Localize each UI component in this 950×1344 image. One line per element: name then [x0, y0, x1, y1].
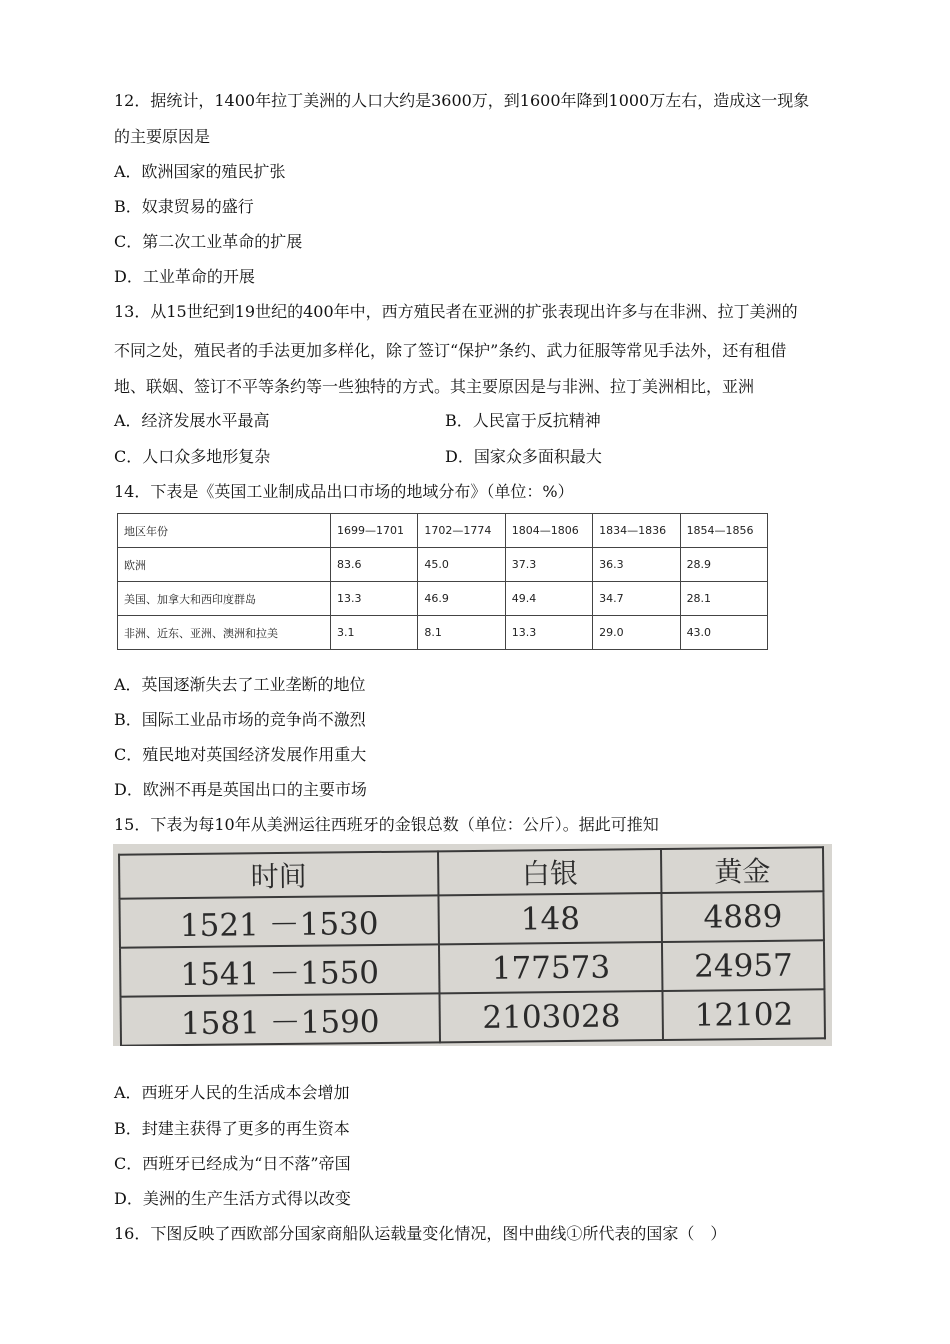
table-row [118, 616, 768, 650]
table-cell: 148 [438, 893, 662, 944]
q12-option-d: D．工业革命的开展 [114, 267, 255, 286]
table-cell: 2103028 [439, 991, 663, 1042]
q13-stem-line2: 不同之处，殖民者的手法更加多样化，除了签订“保护”条约、武力征服等常见手法外，还有租借 [114, 341, 787, 360]
q15-option-b: B．封建主获得了更多的再生资本 [114, 1119, 350, 1138]
q15-option-d: D．美洲的生产生活方式得以改变 [114, 1189, 351, 1208]
q12-stem-line2: 的主要原因是 [114, 127, 211, 146]
table-header-cell: 1699—1701 [331, 514, 418, 548]
table-cell: 8.1 [418, 616, 505, 650]
table-cell: 37.3 [505, 548, 592, 582]
table-cell: 43.0 [680, 616, 767, 650]
q12-stem-line1: 12．据统计，1400年拉丁美洲的人口大约是3600万，到1600年降到1000万左右，造成这一现象 [114, 91, 810, 110]
table-cell: 13.3 [505, 616, 592, 650]
table-cell: 1521 －1530 [119, 895, 438, 947]
table-header-cell: 1834—1836 [593, 514, 680, 548]
table-cell: 36.3 [593, 548, 680, 582]
q14-option-d: D．欧洲不再是英国出口的主要市场 [114, 780, 367, 799]
table-header-cell: 1854—1856 [680, 514, 767, 548]
table-cell: 1581 －1590 [121, 993, 440, 1045]
table-header-cell: 地区年份 [118, 514, 331, 548]
q14-stem: 14．下表是《英国工业制成品出口市场的地域分布》（单位：%） [114, 482, 574, 501]
table-cell: 28.1 [680, 582, 767, 616]
table-cell: 美国、加拿大和西印度群岛 [118, 582, 331, 616]
table-cell: 46.9 [418, 582, 505, 616]
table-header-row [119, 847, 823, 898]
table-cell: 欧洲 [118, 548, 331, 582]
q15-table-photo [113, 844, 832, 1046]
q15-option-a: A．西班牙人民的生活成本会增加 [114, 1083, 350, 1102]
table-row [121, 989, 825, 1045]
table-header-cell: 时间 [119, 851, 438, 898]
table-cell: 24957 [662, 940, 824, 991]
table-cell: 45.0 [418, 548, 505, 582]
table-row [119, 891, 823, 947]
table-cell: 3.1 [331, 616, 418, 650]
q13-stem-line3: 地、联姻、签订不平等条约等一些独特的方式。其主要原因是与非洲、拉丁美洲相比，亚洲 [114, 377, 755, 396]
q14-export-table [117, 513, 768, 650]
q12-option-c: C．第二次工业革命的扩展 [114, 232, 303, 251]
q13-option-d: D．国家众多面积最大 [445, 447, 602, 466]
q14-option-c: C．殖民地对英国经济发展作用重大 [114, 745, 367, 764]
table-row [120, 940, 824, 996]
table-cell: 83.6 [331, 548, 418, 582]
table-row [118, 582, 768, 616]
table-cell: 1541 －1550 [120, 944, 439, 996]
q15-gold-silver-table [118, 846, 826, 1046]
table-cell: 28.9 [680, 548, 767, 582]
q13-option-b: B．人民富于反抗精神 [445, 411, 601, 430]
q13-option-a: A．经济发展水平最高 [114, 411, 270, 430]
table-cell: 29.0 [593, 616, 680, 650]
table-cell: 非洲、近东、亚洲、澳洲和拉美 [118, 616, 331, 650]
q15-option-c: C．西班牙已经成为“日不落”帝国 [114, 1154, 351, 1173]
q14-option-a: A．英国逐渐失去了工业垄断的地位 [114, 675, 366, 694]
table-row [118, 548, 768, 582]
table-header-cell: 1702—1774 [418, 514, 505, 548]
table-cell: 12102 [663, 989, 825, 1040]
table-cell: 177573 [439, 942, 663, 993]
q15-stem: 15．下表为每10年从美洲运往西班牙的金银总数（单位：公斤）。据此可推知 [114, 815, 659, 834]
table-header-cell: 白银 [438, 849, 662, 895]
q12-option-a: A．欧洲国家的殖民扩张 [114, 162, 286, 181]
table-cell: 49.4 [505, 582, 592, 616]
q14-option-b: B．国际工业品市场的竞争尚不激烈 [114, 710, 366, 729]
table-cell: 13.3 [331, 582, 418, 616]
q12-option-b: B．奴隶贸易的盛行 [114, 197, 254, 216]
q16-stem: 16．下图反映了西欧部分国家商船队运载量变化情况，图中曲线①所代表的国家（ ） [114, 1224, 727, 1243]
q13-option-c: C．人口众多地形复杂 [114, 447, 271, 466]
table-header-row [118, 514, 768, 548]
q13-stem-line1: 13．从15世纪到19世纪的400年中，西方殖民者在亚洲的扩张表现出许多与在非洲、拉丁美洲的 [114, 302, 798, 321]
table-header-cell: 黄金 [661, 847, 823, 893]
table-header-cell: 1804—1806 [505, 514, 592, 548]
table-cell: 4889 [662, 891, 824, 942]
table-cell: 34.7 [593, 582, 680, 616]
